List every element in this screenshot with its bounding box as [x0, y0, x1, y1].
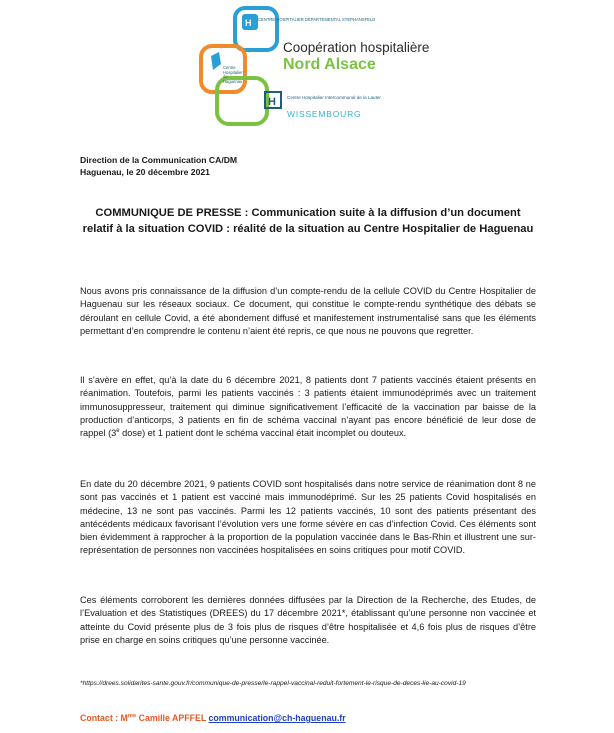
- org2-text: Centre Hospitalier de Haguenau: [223, 65, 243, 84]
- org3-text: Centre Hospitalier Intercommunal de la Lauter: [287, 95, 381, 100]
- document-header: [80, 154, 237, 178]
- contact-line: [80, 713, 346, 723]
- svg-text:H: H: [245, 18, 252, 28]
- paragraph-4: Ces éléments corroborent les dernières données diffusées par la Direction de la Recherche, des Etudes, de l’Evaluation et des Statistiques (DREES) du 17 décembre 2021*, établissant qu’une personne non vaccinée et atteinte du Covid présente plus de 3 fois plus de risques d’être hospitalisée et 4,6 fois plus de risques d’être prise en charge en soins critiques qu’une personne vaccinée.: [80, 595, 536, 645]
- contact-label-sup: me: [127, 713, 137, 720]
- direction-line: Direction de la Communication CA/DM: [80, 155, 238, 165]
- contact-label: Contact : M: [80, 713, 128, 723]
- paragraph-1: Nous avons pris connaissance de la diffusion d’un compte-rendu de la cellule COVID du Centre Hospitalier de Haguenau sur les réseaux sociaux. Ce document, qui constitue le compte-rendu synthétique des débats se déroulant en cellule Covid, a été abondement diffusé et manifestement instrumentalisé sans que les éléments permettant d’en comprendre le contenu n’aient été repris, ce que nous ne pouvons que regretter.: [80, 286, 536, 336]
- press-release-title: COMMUNIQUE DE PRESSE : Communication suite à la diffusion d’un document relatif à la situation COVID : réalité de la situation au Centre Hospitalier de Haguenau: [82, 207, 534, 235]
- cooperation-logo: [195, 4, 455, 132]
- logo-subtitle: Nord Alsace: [283, 56, 376, 73]
- org1-text: CENTRE HOSPITALIER DÉPARTEMENTAL STEPHANSFELD: [258, 17, 376, 22]
- paragraph-3: En date du 20 décembre 2021, 9 patients COVID sont hospitalisés dans notre service de réanimation dont 8 ne sont pas vaccinés et 1 patient est vacciné mais immunodéprimé. Sur les 25 patients Covid hospitalisés en médecine, 13 ne sont pas vaccinés. Parmi les 12 patients vaccinés, 10 sont des patients présentant des antécédents médicaux favorisant l’évolution vers une forme sévère en cas d’infection Covid. Ces éléments sont bien évidemment à rapprocher à la proportion de la population vaccinée dans le Bas-Rhin et illustrent une sur-représentation de personnes non vaccinées hospitalisées en soins critiques pour motif COVID.: [80, 479, 536, 556]
- paragraph-2-part-a: Il s’avère en effet, qu’à la date du 6 décembre 2021, 8 patients dont 7 patients vaccinés étaient présents en réanimation. Toutefois, parmi les patients vaccinés : 3 patients étaient immunodéprimés avec un traitement immunosuppresseur, traitement qui diminue significativement l’efficacité de la vaccination par baisse de la production d’anticorps, 3 patients en fin de schéma vaccinal n’ayant pas encore bénéficié de leur dose de rappel (3: [80, 375, 536, 439]
- footnote-link[interactable]: *https://drees.solidarites-sante.gouv.fr/communique-de-presse/le-rappel-vaccinal-reduit-fortement-le-risque-de-deces-lie-au-covid-19: [80, 680, 466, 687]
- logo-title: Coopération hospitalière: [283, 40, 430, 55]
- svg-text:H: H: [268, 96, 276, 108]
- paragraph-2-superscript: e: [116, 428, 120, 435]
- paragraph-2: [80, 374, 536, 440]
- date-line: Haguenau, le 20 décembre 2021: [80, 167, 210, 177]
- contact-name: Camille APFFEL: [136, 713, 209, 723]
- org3-city: WISSEMBOURG: [287, 109, 362, 119]
- contact-email-link[interactable]: communication@ch-haguenau.fr: [208, 713, 346, 723]
- paragraph-2-part-b: dose) et 1 patient dont le schéma vaccinal était incomplet ou douteux.: [119, 428, 407, 439]
